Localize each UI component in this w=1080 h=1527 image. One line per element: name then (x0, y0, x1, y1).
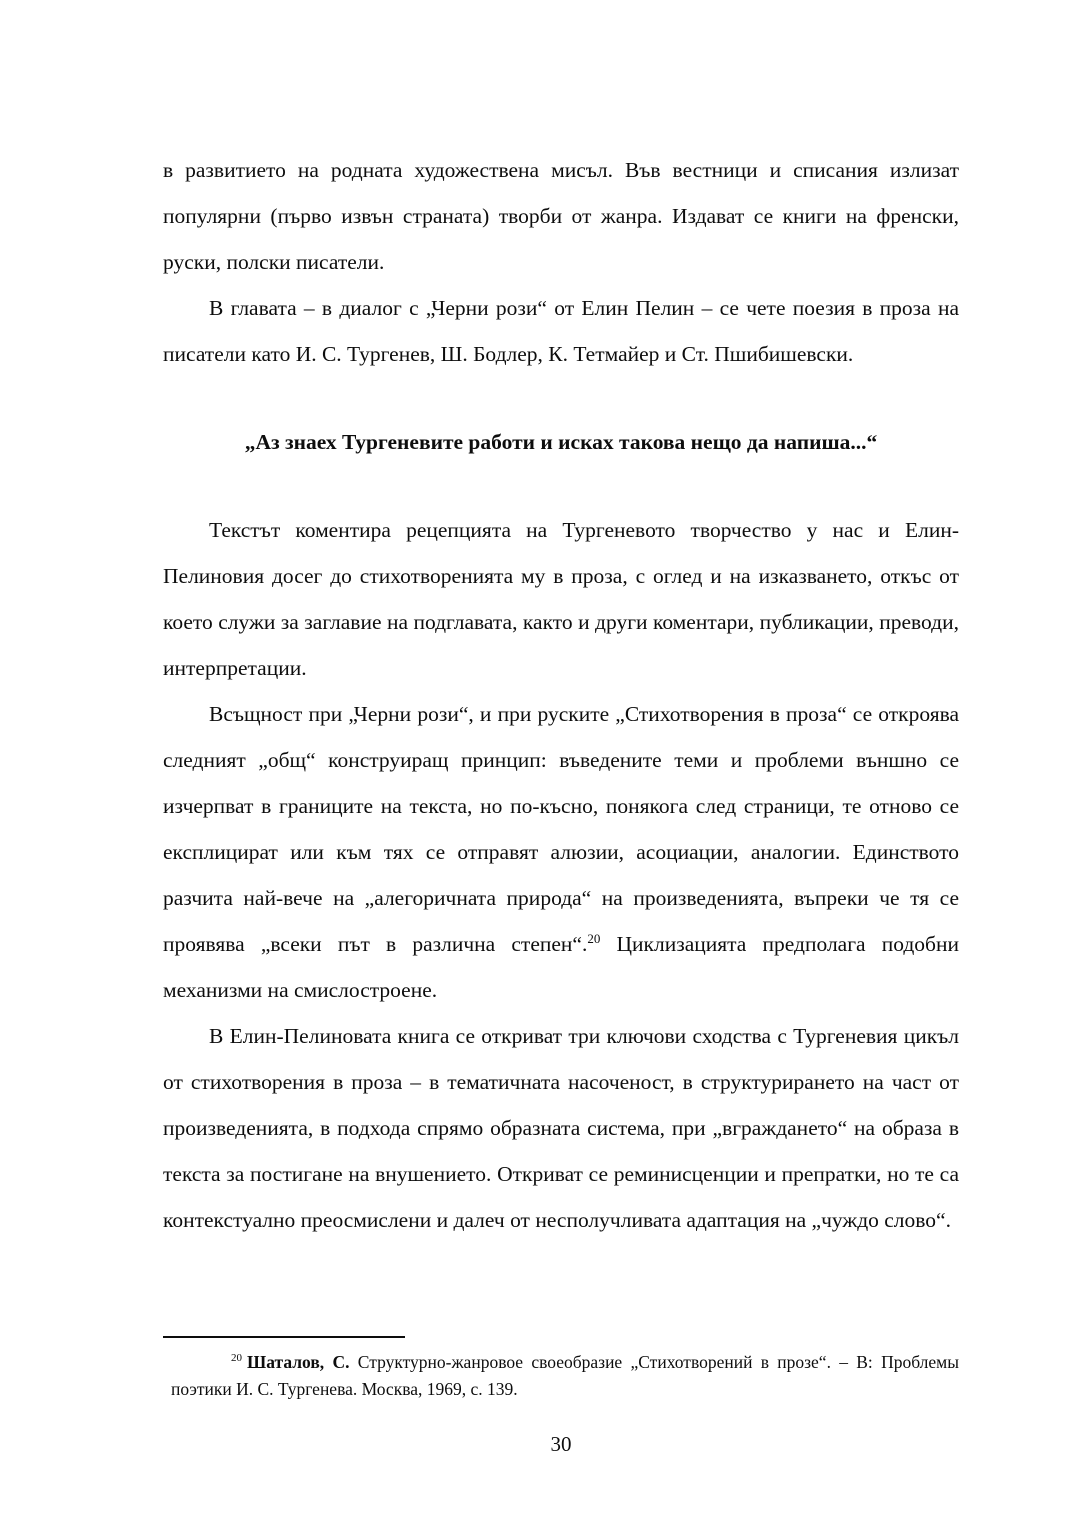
paragraph-text-commentary: Текстът коментира рецепцията на Тургеневото творчество у нас и Елин-Пелиновия досег до стихотворенията му в проза, с оглед и на изказването, откъс от което служи за заглавие на подглавата, както и други коментари, публикации, преводи, интерпретации. (163, 518, 959, 680)
footnote (163, 1349, 959, 1402)
section-heading: „Аз знаех Тургеневите работи и исках такова нещо да напиша...“ (244, 430, 878, 454)
page-number: 30 (550, 1432, 572, 1456)
footnote-number: 20 (231, 1352, 242, 1365)
paragraph-construction-principle (163, 691, 959, 1013)
main-text (163, 147, 959, 1243)
footnote-author: Шаталов, С. (247, 1352, 350, 1372)
footnote-body: Структурно-жанровое своеобразие „Стихотворений в прозе“. – В: Проблемы поэтики И. С. Тургенева. Москва, 1969, с. 139. (171, 1352, 960, 1399)
paragraph-chapter-dialog: В главата – в диалог с „Черни рози“ от Елин Пелин – се чете поезия в проза на писатели като И. С. Тургенев, Ш. Бодлер, К. Тетмайер и Ст. Пшибишевски. (163, 296, 959, 366)
paragraph-construction-principle-text: Всъщност при „Черни рози“, и при руските „Стихотворения в проза“ се откроява следният „общ“ конструиращ принцип: въведените теми и проблеми външно се изчерпват в границите на текста, но по-късно, понякога след страници, те отново се експлицират или към тях се отправят алюзии, асоциации, аналогии. Единството разчита най-вече на „алегоричната природа“ на произведенията, въпреки че тя се проявява „всеки път в различна степен“. (163, 702, 959, 956)
paragraph-construction-principle-continued: Циклизацията предполага подобни механизми на смислостроене. (163, 932, 960, 1002)
paragraph-three-similarities: В Елин-Пелиновата книга се откриват три ключови сходства с Тургеневия цикъл от стихотворения в проза – в тематичната насоченост, в структурирането на част от произведенията, в подхода спрямо образната система, при „вграждането“ на образа в текста за постигане на внушението. Откриват се реминисценции и препратки, но те са контекстуално преосмислени и далеч от несполучливата адаптация на „чуждо слово“. (163, 1024, 959, 1232)
paragraph-continuation: в развитието на родната художествена мисъл. Във вестници и списания излизат популярни (първо извън страната) творби от жанра. Издават се книги на френски, руски, полски писатели. (163, 158, 959, 274)
footnote-separator (163, 1336, 405, 1338)
footnote-reference-marker: 20 (587, 930, 601, 946)
footnote-area (163, 1336, 959, 1402)
